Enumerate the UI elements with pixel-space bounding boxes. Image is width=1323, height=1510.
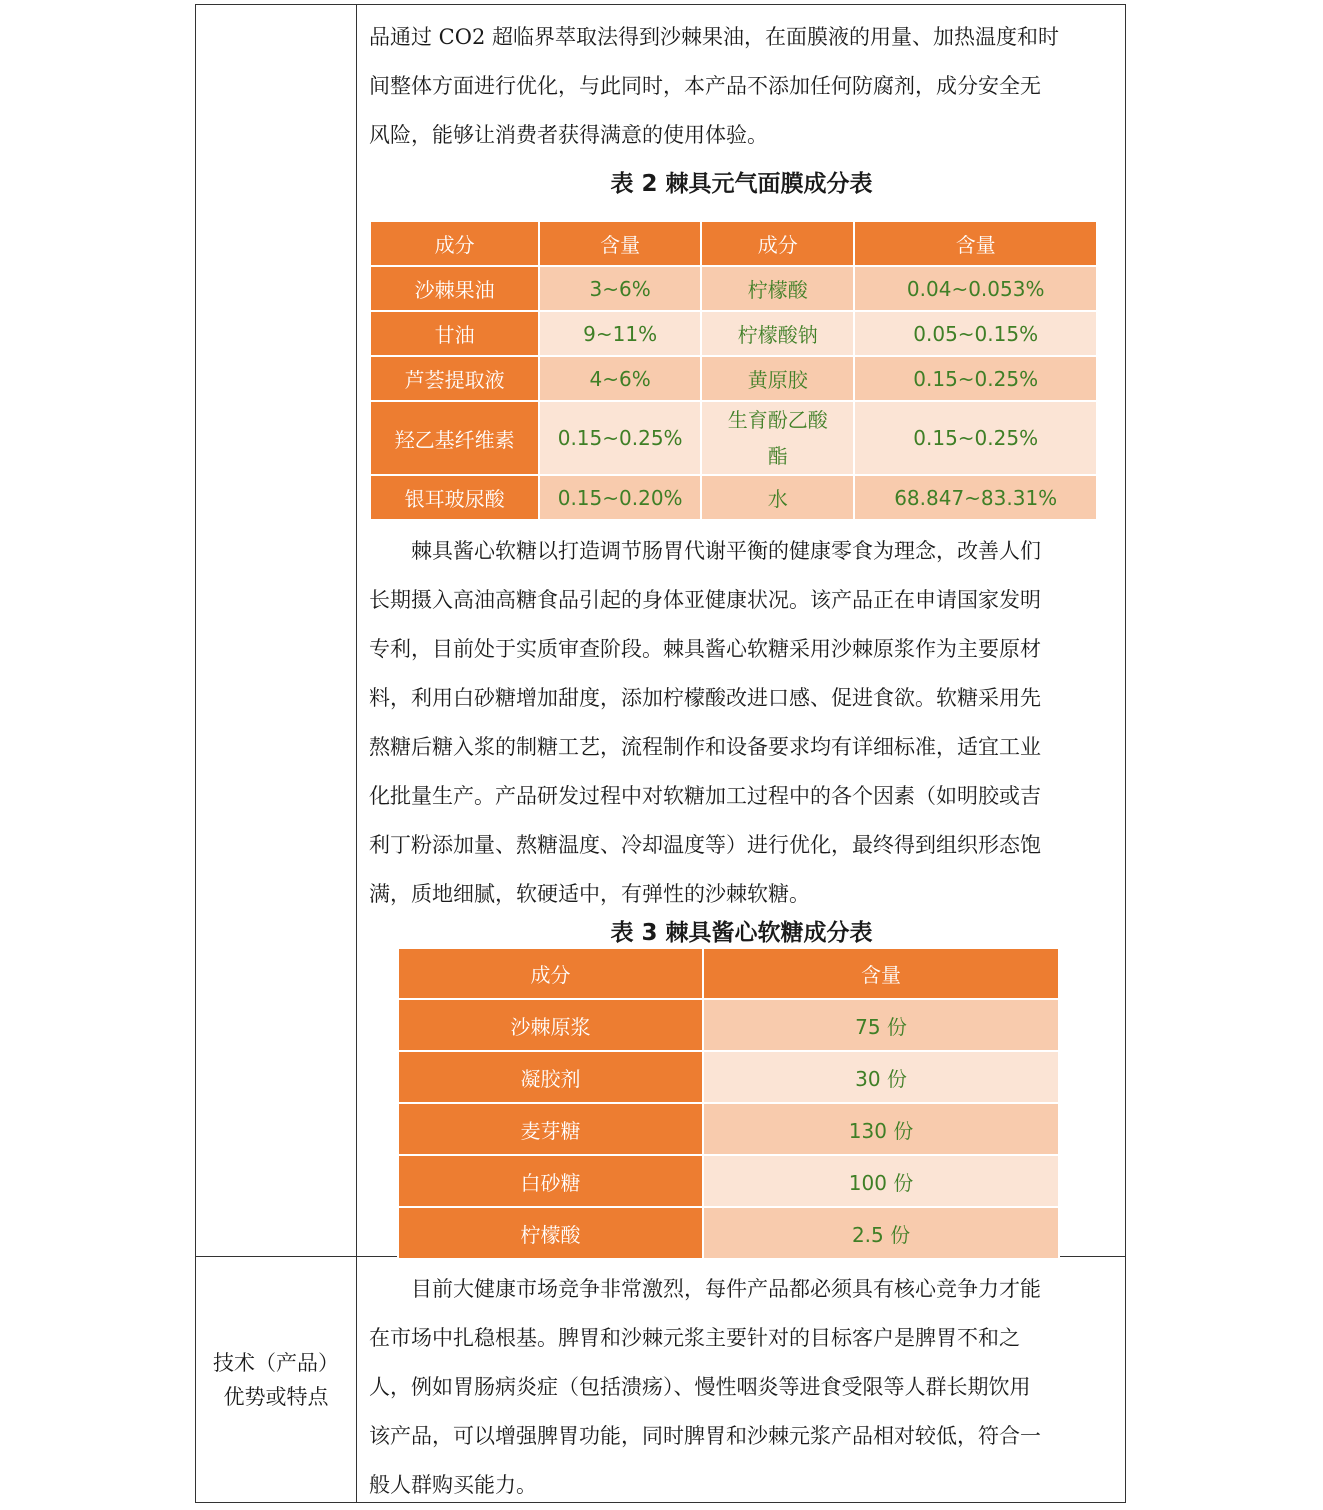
ingredient-name: 柠檬酸: [701, 266, 854, 311]
ingredient-name: 芦荟提取液: [370, 356, 539, 401]
table-row: [398, 1155, 1059, 1207]
paragraph-line: 专利，目前处于实质审查阶段。棘具酱心软糖采用沙棘原浆作为主要原材: [369, 637, 1041, 661]
section-label-line: 技术（产品）: [213, 1351, 339, 1375]
ingredient-amount: 9~11%: [539, 311, 701, 356]
ingredient-name: 羟乙基纤维素: [370, 401, 539, 475]
ingredient-name: 凝胶剂: [398, 1051, 703, 1103]
ingredient-amount: 0.05~0.15%: [854, 311, 1097, 356]
ingredient-amount: 0.04~0.053%: [854, 266, 1097, 311]
column-divider: [356, 4, 357, 1503]
table-row: [398, 1103, 1059, 1155]
paragraph-line: 化批量生产。产品研发过程中对软糖加工过程中的各个因素（如明胶或吉: [369, 784, 1041, 808]
ingredient-name: 沙棘果油: [370, 266, 539, 311]
paragraph-line: 棘具酱心软糖以打造调节肠胃代谢平衡的健康零食为理念，改善人们: [411, 539, 1041, 563]
ingredient-name: 甘油: [370, 311, 539, 356]
table-3-caption: 表 3 棘具酱心软糖成分表: [610, 920, 873, 946]
table-2: [369, 220, 1098, 521]
ingredient-amount: 4~6%: [539, 356, 701, 401]
header-cell: 成分: [398, 948, 703, 999]
header-cell: 含量: [854, 221, 1097, 266]
ingredient-amount: 75 份: [703, 999, 1059, 1051]
table-header-row: [370, 221, 1097, 266]
header-cell: 成分: [701, 221, 854, 266]
paragraph-line: 目前大健康市场竞争非常激烈，每件产品都必须具有核心竞争力才能: [411, 1277, 1041, 1301]
ingredient-name: [701, 401, 854, 475]
table-row: [370, 311, 1097, 356]
paragraph-line: 品通过 CO2 超临界萃取法得到沙棘果油，在面膜液的用量、加热温度和时: [369, 25, 1059, 49]
paragraph-line: 人，例如胃肠病炎症（包括溃疡）、慢性咽炎等进食受限等人群长期饮用: [369, 1375, 1031, 1399]
paragraph-line: 该产品，可以增强脾胃功能，同时脾胃和沙棘元浆产品相对较低，符合一: [369, 1424, 1041, 1448]
table-3: [397, 947, 1060, 1260]
paragraph-line: 在市场中扎稳根基。脾胃和沙棘元浆主要针对的目标客户是脾胃不和之: [369, 1326, 1020, 1350]
ingredient-name: 黄原胶: [701, 356, 854, 401]
ingredient-amount: 3~6%: [539, 266, 701, 311]
paragraph-line: 间整体方面进行优化，与此同时，本产品不添加任何防腐剂，成分安全无: [369, 74, 1041, 98]
table-row: [398, 999, 1059, 1051]
table-header-row: [398, 948, 1059, 999]
table-row: [370, 475, 1097, 520]
table-row: [370, 356, 1097, 401]
ingredient-amount: 100 份: [703, 1155, 1059, 1207]
paragraph-3: [369, 1265, 1114, 1510]
ingredient-amount: 0.15~0.25%: [854, 356, 1097, 401]
paragraph-line: 风险，能够让消费者获得满意的使用体验。: [369, 123, 768, 147]
paragraph-line: 料，利用白砂糖增加甜度，添加柠檬酸改进口感、促进食欲。软糖采用先: [369, 686, 1041, 710]
header-cell: 成分: [370, 221, 539, 266]
paragraph-line: 利丁粉添加量、熬糖温度、冷却温度等）进行优化，最终得到组织形态饱: [369, 833, 1041, 857]
ingredient-name-line: 酯: [767, 444, 788, 468]
table-row: [398, 1051, 1059, 1103]
section-label-line: 优势或特点: [223, 1385, 329, 1409]
table-row: [370, 266, 1097, 311]
paragraph-2: [369, 527, 1114, 919]
paragraph-line: 长期摄入高油高糖食品引起的身体亚健康状况。该产品正在申请国家发明: [369, 588, 1041, 612]
ingredient-amount: 2.5 份: [703, 1207, 1059, 1259]
header-cell: 含量: [539, 221, 701, 266]
ingredient-name-line: 生育酚乙酸: [727, 408, 828, 432]
ingredient-name: 银耳玻尿酸: [370, 475, 539, 520]
ingredient-name: 沙棘原浆: [398, 999, 703, 1051]
table-row: [398, 1207, 1059, 1259]
ingredient-amount: 0.15~0.25%: [539, 401, 701, 475]
table-2-caption: 表 2 棘具元气面膜成分表: [610, 171, 873, 197]
ingredient-amount: 130 份: [703, 1103, 1059, 1155]
paragraph-line: 满，质地细腻，软硬适中，有弹性的沙棘软糖。: [369, 882, 810, 906]
ingredient-name: 柠檬酸: [398, 1207, 703, 1259]
table-row: [370, 401, 1097, 475]
header-cell: 含量: [703, 948, 1059, 999]
ingredient-amount: 68.847~83.31%: [854, 475, 1097, 520]
ingredient-name: 白砂糖: [398, 1155, 703, 1207]
ingredient-name: 麦芽糖: [398, 1103, 703, 1155]
ingredient-amount: 0.15~0.20%: [539, 475, 701, 520]
paragraph-line: 熬糖后糖入浆的制糖工艺，流程制作和设备要求均有详细标准，适宜工业: [369, 735, 1041, 759]
paragraph-1: [369, 13, 1114, 160]
ingredient-amount: 30 份: [703, 1051, 1059, 1103]
paragraph-line: 般人群购买能力。: [369, 1473, 537, 1497]
ingredient-name: 水: [701, 475, 854, 520]
ingredient-amount: 0.15~0.25%: [854, 401, 1097, 475]
section-label: [197, 1346, 355, 1414]
ingredient-name: 柠檬酸钠: [701, 311, 854, 356]
